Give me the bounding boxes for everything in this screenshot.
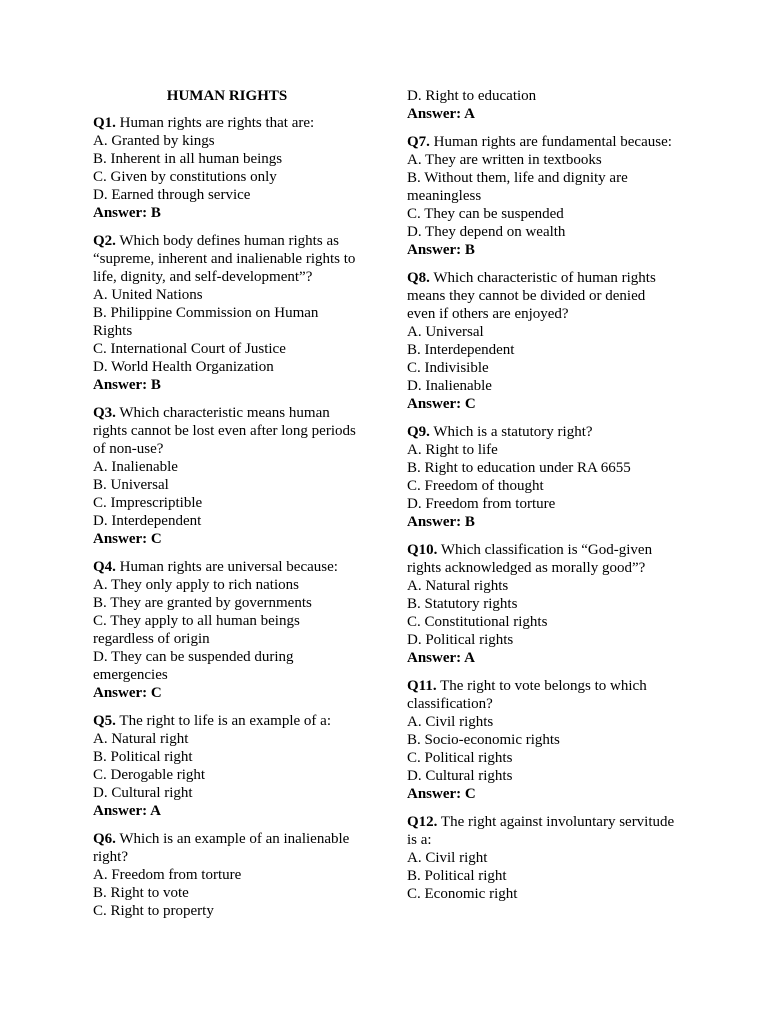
question-7 <box>407 133 677 259</box>
option-c: C. Imprescriptible <box>93 495 203 511</box>
document-title: HUMAN RIGHTS <box>166 88 288 104</box>
question-10 <box>407 541 677 667</box>
option-c: C. Political rights <box>407 750 513 766</box>
option-b: B. Without them, life and dignity are meaningless <box>407 170 628 204</box>
question-prompt: Which classification is “God-given rights acknowledged as morally good”? <box>407 542 653 576</box>
option-d: D. They can be suspended during emergencies <box>93 649 294 683</box>
question-text <box>93 558 361 576</box>
option-a: A. Natural right <box>93 731 189 747</box>
question-text <box>93 404 361 458</box>
question-number: Q4. <box>93 559 116 575</box>
question-11 <box>407 677 677 803</box>
question-text <box>407 541 677 577</box>
option-b: B. Right to vote <box>93 885 189 901</box>
question-9 <box>407 423 677 531</box>
question-2 <box>93 232 361 394</box>
question-text <box>407 813 677 849</box>
question-8 <box>407 269 677 413</box>
option-a: A. They are written in textbooks <box>407 152 602 168</box>
option-b: B. Universal <box>93 477 169 493</box>
question-prompt: Which body defines human rights as “supreme, inherent and inalienable rights to life, dignity, and self-development”? <box>93 233 356 285</box>
option-a: A. Freedom from torture <box>93 867 242 883</box>
option-c: C. Constitutional rights <box>407 614 548 630</box>
answer-key: Answer: A <box>407 106 475 122</box>
answer-key: Answer: B <box>93 377 161 393</box>
question-prompt: Which characteristic of human rights means they cannot be divided or denied even if others are enjoyed? <box>407 270 656 322</box>
option-a: A. Civil right <box>407 850 488 866</box>
option-a: A. Universal <box>407 324 484 340</box>
question-text <box>407 423 677 441</box>
question-prompt: Human rights are rights that are: <box>115 115 315 131</box>
option-c: C. Economic right <box>407 886 518 902</box>
option-a: A. United Nations <box>93 287 203 303</box>
answer-key: Answer: A <box>407 650 475 666</box>
option-b: B. They are granted by governments <box>93 595 312 611</box>
option-d: D. Inalienable <box>407 378 492 394</box>
option-c: C. Derogable right <box>93 767 206 783</box>
question-prompt: Which characteristic means human rights cannot be lost even after long periods of non-use? <box>93 405 356 457</box>
option-c: C. Given by constitutions only <box>93 169 277 185</box>
option-d: D. Cultural right <box>93 785 193 801</box>
answer-key: Answer: C <box>93 685 162 701</box>
option-c: C. They can be suspended <box>407 206 564 222</box>
question-prompt: The right against involuntary servitude is a: <box>407 814 675 848</box>
option-d: D. Freedom from torture <box>407 496 556 512</box>
question-text <box>93 232 361 286</box>
question-number: Q11. <box>407 678 437 694</box>
option-d: D. Earned through service <box>93 187 251 203</box>
question-text <box>407 133 677 151</box>
question-text <box>93 114 361 132</box>
option-b: B. Inherent in all human beings <box>93 151 283 167</box>
question-prompt: Human rights are universal because: <box>115 559 338 575</box>
option-c: C. They apply to all human beings regardless of origin <box>93 613 300 647</box>
left-column <box>93 87 361 930</box>
option-b: B. Statutory rights <box>407 596 518 612</box>
answer-key: Answer: C <box>407 396 476 412</box>
answer-key: Answer: B <box>407 514 475 530</box>
question-number: Q12. <box>407 814 438 830</box>
question-12 <box>407 813 677 903</box>
question-number: Q7. <box>407 134 430 150</box>
option-b: B. Socio-economic rights <box>407 732 560 748</box>
question-4 <box>93 558 361 702</box>
right-column <box>407 87 677 913</box>
question-number: Q1. <box>93 115 116 131</box>
option-c: C. Indivisible <box>407 360 489 376</box>
question-number: Q9. <box>407 424 430 440</box>
option-d: D. They depend on wealth <box>407 224 566 240</box>
answer-key: Answer: A <box>93 803 161 819</box>
question-prompt: The right to life is an example of a: <box>115 713 331 729</box>
option-b: B. Political right <box>407 868 507 884</box>
option-a: A. Civil rights <box>407 714 494 730</box>
question-text <box>93 712 361 730</box>
option-c: C. International Court of Justice <box>93 341 286 357</box>
answer-key: Answer: C <box>93 531 162 547</box>
question-1 <box>93 114 361 222</box>
question-number: Q3. <box>93 405 116 421</box>
question-prompt: The right to vote belongs to which classification? <box>407 678 647 712</box>
answer-key: Answer: B <box>407 242 475 258</box>
question-prompt: Human rights are fundamental because: <box>429 134 672 150</box>
option-c: C. Freedom of thought <box>407 478 544 494</box>
question-5 <box>93 712 361 820</box>
question-text <box>93 830 361 866</box>
question-prompt: Which is a statutory right? <box>429 424 593 440</box>
option-a: A. They only apply to rich nations <box>93 577 299 593</box>
option-a: A. Right to life <box>407 442 498 458</box>
option-d: D. World Health Organization <box>93 359 274 375</box>
question-6-continued <box>407 87 677 123</box>
option-a: A. Inalienable <box>93 459 178 475</box>
option-a: A. Granted by kings <box>93 133 215 149</box>
question-number: Q2. <box>93 233 116 249</box>
option-a: A. Natural rights <box>407 578 509 594</box>
question-6 <box>93 830 361 920</box>
option-c: C. Right to property <box>93 903 214 919</box>
question-3 <box>93 404 361 548</box>
option-b: B. Philippine Commission on Human Rights <box>93 305 319 339</box>
option-d: D. Right to education <box>407 88 537 104</box>
option-d: D. Interdependent <box>93 513 202 529</box>
question-number: Q10. <box>407 542 438 558</box>
question-text <box>407 269 677 323</box>
option-b: B. Interdependent <box>407 342 515 358</box>
answer-key: Answer: C <box>407 786 476 802</box>
answer-key: Answer: B <box>93 205 161 221</box>
option-d: D. Cultural rights <box>407 768 513 784</box>
question-number: Q5. <box>93 713 116 729</box>
option-d: D. Political rights <box>407 632 514 648</box>
option-b: B. Political right <box>93 749 193 765</box>
question-text <box>407 677 677 713</box>
question-prompt: Which is an example of an inalienable right? <box>93 831 350 865</box>
option-b: B. Right to education under RA 6655 <box>407 460 631 476</box>
question-number: Q6. <box>93 831 116 847</box>
question-number: Q8. <box>407 270 430 286</box>
